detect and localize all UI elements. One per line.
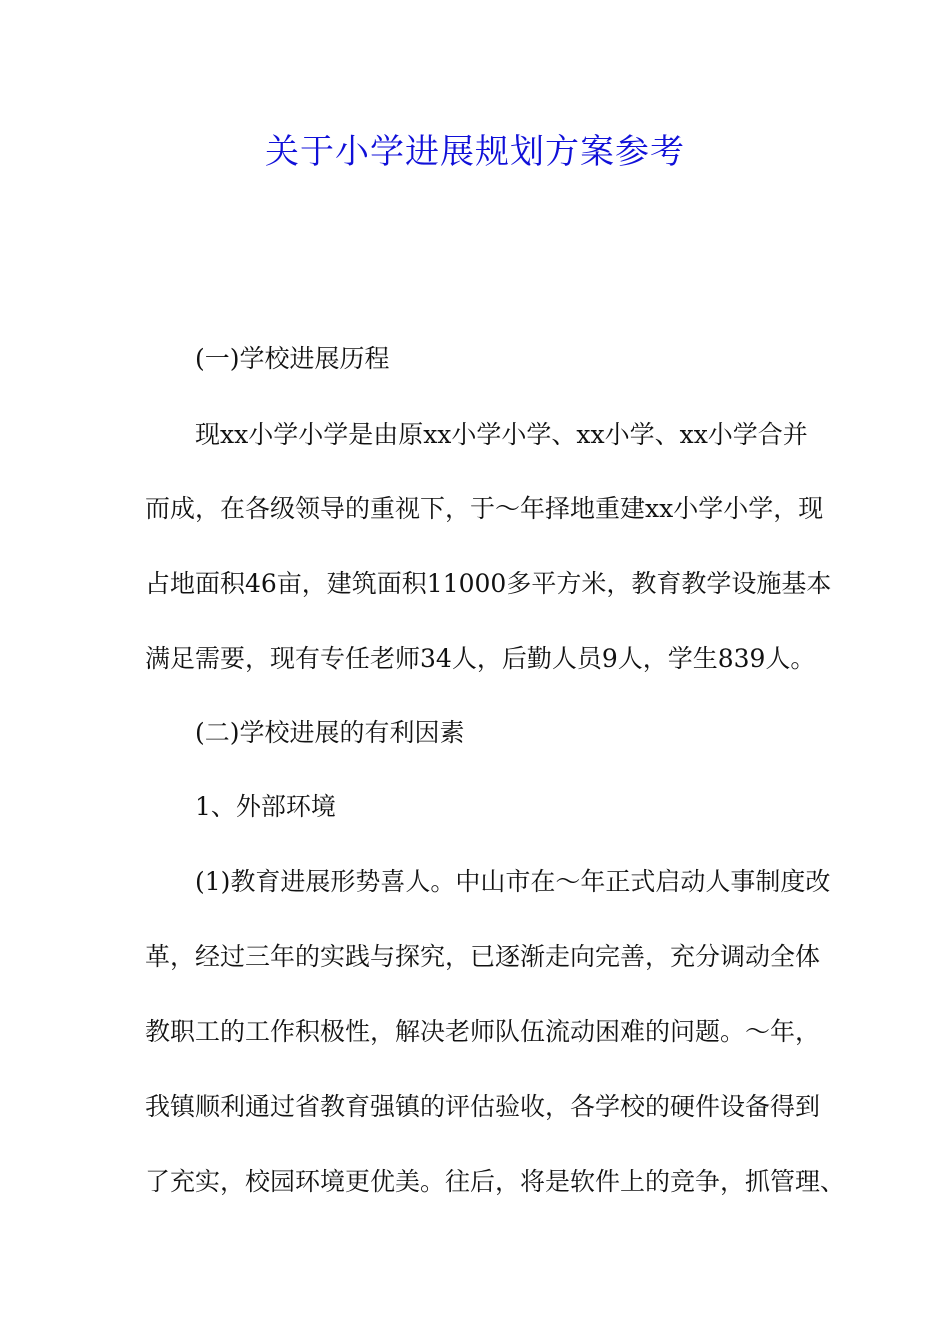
paragraph-line: (1)教育进展形势喜人。中山市在～年正式启动人事制度改 [195, 867, 831, 896]
paragraph-line: 满足需要，现有专任老师34人，后勤人员9人，学生839人。 [145, 644, 816, 673]
subsection-heading-external: 1、外部环境 [195, 792, 336, 821]
paragraph-line: 而成，在各级领导的重视下，于～年择地重建xx小学小学，现 [145, 494, 824, 523]
paragraph-line: 现xx小学小学是由原xx小学小学、xx小学、xx小学合并 [195, 420, 808, 449]
paragraph-line: 教职工的工作积极性，解决老师队伍流动困难的问题。～年， [145, 1017, 821, 1046]
document-title: 关于小学进展规划方案参考 [265, 132, 685, 172]
paragraph-line: 革，经过三年的实践与探究，已逐渐走向完善，充分调动全体 [145, 942, 821, 971]
paragraph-line: 占地面积46亩，建筑面积11000多平方米，教育教学设施基本 [145, 569, 832, 598]
section-heading-history: (一)学校进展历程 [195, 344, 390, 373]
paragraph-line: 了充实，校园环境更优美。往后，将是软件上的竞争，抓管理、 [145, 1167, 846, 1196]
paragraph-line: 我镇顺利通过省教育强镇的评估验收，各学校的硬件设备得到 [145, 1092, 821, 1121]
section-heading-favorable-factors: (二)学校进展的有利因素 [195, 718, 465, 747]
